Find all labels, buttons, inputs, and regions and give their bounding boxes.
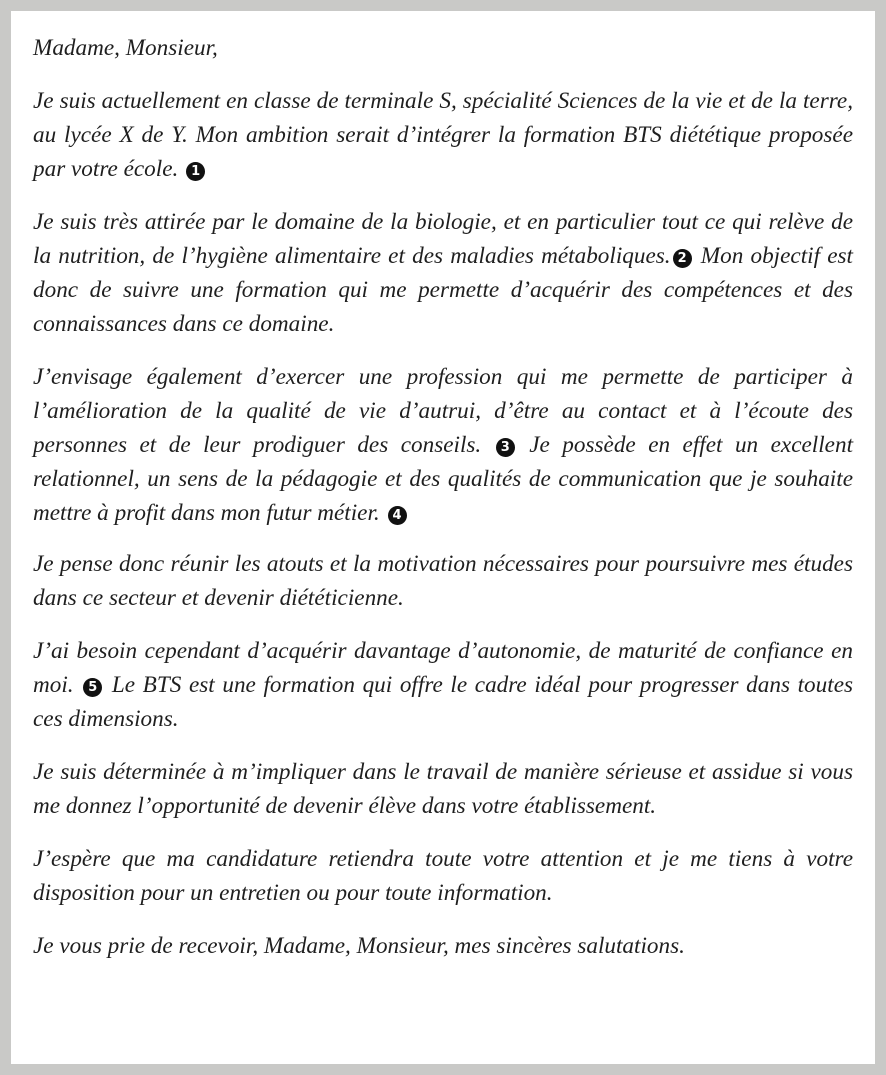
annotation-marker-5: 5 bbox=[83, 678, 102, 697]
paragraph-interest-text-b: Mon objectif est donc de suivre une formation qui me permette d’acquérir des compétences et des connaissances dans ce domaine. bbox=[33, 243, 853, 337]
annotation-marker-2: 2 bbox=[673, 249, 692, 268]
paragraph-intro-text: Je suis actuellement en classe de terminale S, spécialité Sciences de la vie et de la terre, au lycée X de Y. Mon ambition serait d’intégrer la formation BTS diététique proposée par votre école. bbox=[33, 88, 853, 182]
paragraph-profession-text-b: Je possède en effet un excellent relationnel, un sens de la pédagogie et des qualités de communication que je souhaite mettre à profit dans mon futur métier. bbox=[33, 432, 854, 526]
paragraph-autonomy-text-b: Le BTS est une formation qui offre le cadre idéal pour progresser dans toutes ces dimensions. bbox=[33, 672, 854, 732]
annotation-marker-3: 3 bbox=[496, 438, 515, 457]
paragraph-intro bbox=[33, 84, 853, 186]
paragraph-availability: J’espère que ma candidature retiendra toute votre attention et je me tiens à votre disposition pour un entretien ou pour toute information. bbox=[33, 846, 853, 906]
cover-letter bbox=[11, 11, 875, 1064]
paragraph-profession-text-a: J’envisage également d’exercer une profession qui me permette de participer à l’amélioration de la qualité de vie d’autrui, d’être au contact et à l’écoute des personnes et de leur prodiguer des conseils. bbox=[33, 364, 853, 458]
closing-salutation: Je vous prie de recevoir, Madame, Monsieur, mes sincères salutations. bbox=[33, 933, 685, 959]
greeting: Madame, Monsieur, bbox=[33, 35, 218, 61]
paragraph-commitment: Je suis déterminée à m’impliquer dans le travail de manière sérieuse et assidue si vous me donnez l’opportunité de devenir élève dans votre établissement. bbox=[33, 759, 853, 819]
paragraph-motivation: Je pense donc réunir les atouts et la motivation nécessaires pour poursuivre mes études dans ce secteur et devenir diététicienne. bbox=[33, 551, 853, 611]
paragraph-autonomy bbox=[33, 634, 853, 736]
paragraph-autonomy-text-a: J’ai besoin cependant d’acquérir davantage d’autonomie, de maturité de confiance en moi. bbox=[33, 638, 853, 698]
paragraph-profession bbox=[33, 360, 853, 530]
paragraph-interest bbox=[33, 205, 853, 341]
annotation-marker-1: 1 bbox=[186, 162, 205, 181]
annotation-marker-4: 4 bbox=[388, 506, 407, 525]
paragraph-interest-text-a: Je suis très attirée par le domaine de la biologie, et en particulier tout ce qui relève de la nutrition, de l’hygiène alimentaire et des maladies métaboliques. bbox=[33, 209, 853, 269]
